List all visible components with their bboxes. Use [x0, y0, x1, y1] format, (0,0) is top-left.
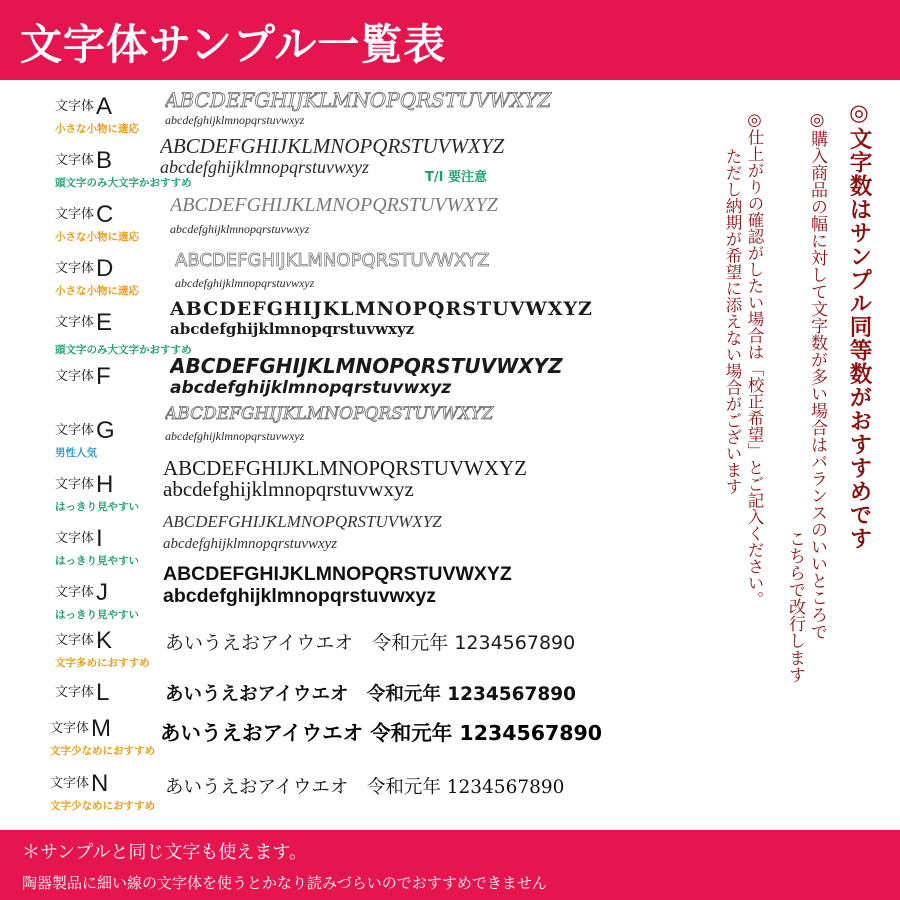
note-recommended-count: ◎文字数はサンプル同等数がおすすめです — [846, 100, 872, 550]
font-letter: B — [96, 147, 113, 174]
recommendation-badge: 小さな小物に適応 — [55, 123, 139, 135]
font-letter: F — [96, 363, 111, 390]
font-letter: G — [96, 417, 115, 444]
inline-caution-note: T/I 要注意 — [425, 170, 487, 185]
note-delivery-warning: ただし納期が希望に添えない場合がございます — [723, 148, 742, 495]
font-sample — [175, 250, 535, 291]
label-prefix: 文字体 — [50, 776, 90, 791]
font-sample — [165, 404, 555, 444]
uppercase-sample: ABCDEFGHIJKLMNOPQRSTUVWXYZ — [170, 298, 593, 320]
label-prefix: 文字体 — [55, 315, 95, 330]
font-sample — [165, 88, 635, 128]
recommendation-badge: 文字多めにおすすめ — [55, 657, 150, 669]
font-label — [50, 716, 160, 758]
uppercase-sample: ABCDEFGHIJKLMNOPQRSTUVWXYZ — [170, 194, 498, 216]
font-letter: N — [91, 770, 109, 797]
font-letter: J — [96, 579, 109, 606]
font-row-l — [0, 680, 720, 720]
title-banner — [0, 0, 900, 80]
font-letter: K — [96, 627, 113, 654]
footer-note-ceramics-warning: 陶器製品に細い線の文字体を使うとかなり読みづらいのでおすすめできません — [22, 874, 547, 892]
font-row-n — [0, 771, 720, 823]
font-letter: A — [96, 93, 113, 120]
label-prefix: 文字体 — [55, 585, 95, 600]
font-letter: D — [96, 255, 114, 282]
label-prefix: 文字体 — [55, 153, 95, 168]
lowercase-sample: abcdefghijklmnopqrstuvwxyz — [170, 320, 415, 338]
note-line-break-policy: ◎購入商品の幅に対して文字数が多い場合はバランスのいいところで — [807, 110, 827, 640]
label-prefix: 文字体 — [55, 633, 95, 648]
font-letter: L — [96, 679, 110, 706]
font-row-k — [0, 628, 720, 676]
lowercase-sample: abcdefghijklmnopqrstuvwxyz — [175, 276, 315, 290]
uppercase-sample: ABCDEFGHIJKLMNOPQRSTUVWXYZ — [163, 512, 442, 531]
label-prefix: 文字体 — [55, 685, 95, 700]
font-sample: あいうえおアイウエオ 令和元年 1234567890 — [165, 777, 565, 798]
font-label — [55, 256, 165, 298]
uppercase-sample: ABCDEFGHIJKLMNOPQRSTUVWXYZ — [175, 250, 490, 271]
font-row-j — [0, 563, 720, 634]
font-label — [55, 147, 192, 190]
font-sample: あいうえおアイウエオ 令和元年 1234567890 — [160, 721, 603, 745]
recommendation-badge: 文字少なめにおすすめ — [50, 800, 156, 812]
label-prefix: 文字体 — [55, 369, 95, 384]
font-letter: H — [96, 471, 114, 498]
recommendation-badge: 男性人気 — [55, 447, 97, 459]
label-prefix: 文字体 — [55, 99, 95, 114]
font-sample: あいうえおアイウエオ 令和元年 1234567890 — [165, 684, 577, 705]
recommendation-badge: はっきり見やすい — [55, 501, 139, 513]
label-prefix: 文字体 — [50, 721, 90, 736]
font-letter: I — [96, 525, 103, 552]
lowercase-sample: abcdefghijklmnopqrstuvwxyz — [163, 536, 338, 552]
font-sample — [170, 298, 600, 338]
font-label — [55, 309, 192, 357]
font-label — [55, 94, 165, 136]
label-prefix: 文字体 — [55, 423, 95, 438]
lowercase-sample: abcdefghijklmnopqrstuvwxyz — [170, 222, 310, 236]
lowercase-sample: abcdefghijklmnopqrstuvwxyz — [170, 378, 452, 398]
font-sample — [170, 354, 590, 398]
uppercase-sample: ABCDEFGHIJKLMNOPQRSTUVWXYZ — [165, 404, 494, 424]
label-prefix: 文字体 — [55, 261, 95, 276]
font-sample — [160, 134, 620, 178]
font-label — [55, 472, 165, 514]
font-sample — [163, 563, 593, 608]
label-prefix: 文字体 — [55, 531, 95, 546]
font-sample: あいうえおアイウエオ 令和元年 1234567890 — [165, 632, 576, 654]
uppercase-sample: ABCDEFGHIJKLMNOPQRSTUVWXYZ — [163, 456, 528, 480]
footer-banner — [0, 830, 900, 900]
label-prefix: 文字体 — [55, 477, 95, 492]
note-proof-request: ◎仕上がりの確認がしたい場合は「校正希望」とご記入ください。 — [745, 110, 764, 608]
font-label — [55, 526, 165, 568]
page-title: 文字体サンプル一覧表 — [20, 20, 447, 69]
footer-note-same-characters: ＊サンプルと同じ文字も使えます。 — [22, 842, 307, 863]
font-label — [55, 418, 165, 460]
font-label — [50, 771, 160, 813]
font-letter: M — [91, 715, 112, 742]
uppercase-sample: ABCDEFGHIJKLMNOPQRSTUVWXYZ — [163, 563, 512, 585]
recommendation-badge: 小さな小物に適応 — [55, 231, 139, 243]
lowercase-sample: abcdefghijklmnopqrstuvwxyz — [163, 585, 437, 607]
font-row-c — [0, 194, 720, 256]
label-prefix: 文字体 — [55, 207, 95, 222]
recommendation-badge: はっきり見やすい — [55, 609, 139, 621]
font-label — [55, 628, 165, 670]
font-label — [55, 364, 165, 390]
font-sample — [163, 512, 533, 553]
lowercase-sample: abcdefghijklmnopqrstuvwxyz — [165, 429, 305, 443]
font-label — [55, 202, 165, 244]
font-label — [55, 680, 165, 706]
recommendation-badge: 頭文字のみ大文字かおすすめ — [55, 177, 192, 189]
uppercase-sample: ABCDEFGHIJKLMNOPQRSTUVWXYZ — [170, 354, 563, 378]
lowercase-sample: abcdefghijklmnopqrstuvwxyz — [165, 113, 305, 127]
font-label — [55, 580, 165, 622]
note-line-break-policy-cont: こちらで改行します — [785, 530, 805, 683]
font-letter: E — [96, 309, 113, 336]
font-sample — [170, 194, 540, 237]
recommendation-badge: 頭文字のみ大文字かおすすめ — [55, 344, 192, 356]
recommendation-badge: はっきり見やすい — [55, 555, 139, 567]
recommendation-badge: 小さな小物に適応 — [55, 285, 139, 297]
uppercase-sample: ABCDEFGHIJKLMNOPQRSTUVWXYZ — [160, 134, 505, 158]
font-row-m — [0, 716, 720, 768]
lowercase-sample: abcdefghijklmnopqrstuvwxyz — [160, 157, 369, 177]
font-letter: C — [96, 201, 114, 228]
font-sample — [163, 456, 593, 502]
recommendation-badge: 文字少なめにおすすめ — [50, 745, 156, 757]
uppercase-sample: ABCDEFGHIJKLMNOPQRSTUVWXYZ — [165, 88, 552, 112]
lowercase-sample: abcdefghijklmnopqrstuvwxyz — [163, 477, 414, 501]
